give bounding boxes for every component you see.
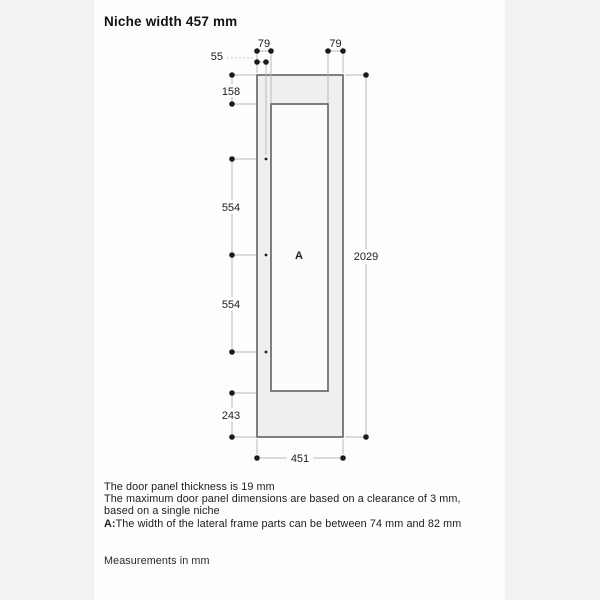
dim-label-79-left: 79	[257, 38, 271, 50]
page-title: Niche width 457 mm	[104, 14, 238, 29]
dim-label-2029: 2029	[353, 251, 379, 263]
note-clearance-line2: based on a single niche	[104, 505, 220, 518]
note-a	[104, 518, 496, 530]
note-a-text: The width of the lateral frame parts can be between 74 mm and 82 mm	[115, 517, 462, 530]
note-clearance-line1: The maximum door panel dimensions are based on a clearance of 3 mm,	[104, 493, 461, 506]
dim-label-554-lower: 554	[221, 299, 241, 311]
note-a-prefix: A:	[104, 517, 116, 530]
measurements-note: Measurements in mm	[104, 555, 210, 567]
frame-part-label-a: A	[295, 250, 303, 262]
dim-label-243: 243	[221, 410, 241, 422]
dim-label-554-upper: 554	[221, 202, 241, 214]
dim-label-79-right: 79	[329, 38, 342, 50]
dim-label-158: 158	[221, 86, 241, 98]
dim-label-55: 55	[210, 51, 223, 63]
notes-block	[104, 481, 496, 530]
note-thickness: The door panel thickness is 19 mm	[104, 481, 275, 493]
dim-label-451: 451	[290, 453, 310, 465]
door-panel-opening	[271, 104, 328, 391]
